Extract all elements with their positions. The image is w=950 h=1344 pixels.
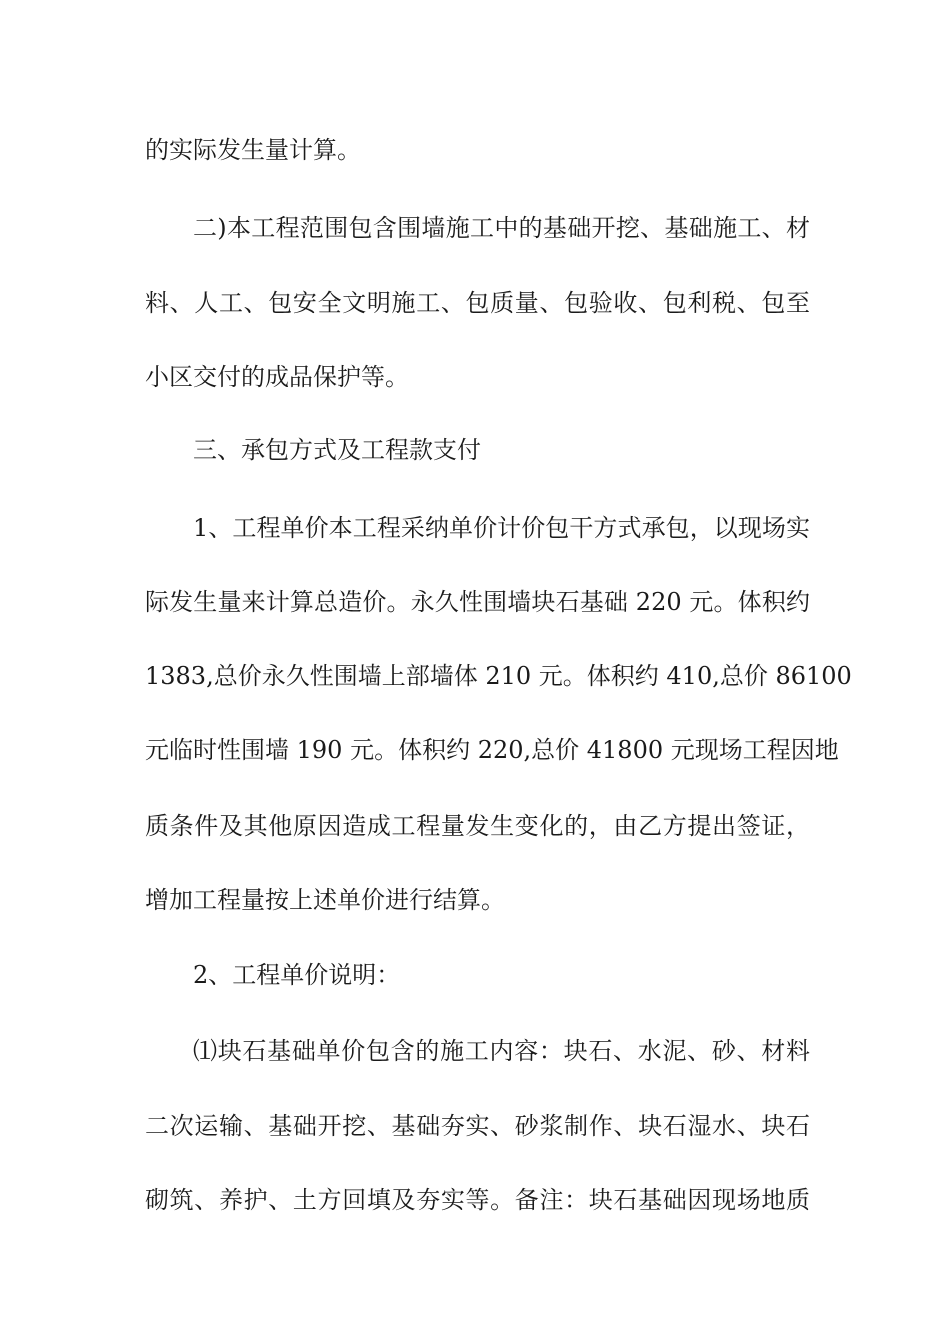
paragraph-line: 砌筑、养护、土方回填及夯实等。备注：块石基础因现场地质 (145, 1186, 810, 1214)
paragraph-line: 料、人工、包安全文明施工、包质量、包验收、包利税、包至 (145, 289, 810, 317)
paragraph-line: 1383,总价永久性围墙上部墙体 210 元。体积约 410,总价 86100 (145, 662, 852, 690)
paragraph-line: 际发生量来计算总造价。永久性围墙块石基础 220 元。体积约 (145, 588, 810, 616)
paragraph-line: 增加工程量按上述单价进行结算。 (145, 886, 505, 914)
paragraph-line: 元临时性围墙 190 元。体积约 220,总价 41800 元现场工程因地 (145, 736, 839, 764)
paragraph-line: 2、工程单价说明： (193, 961, 401, 989)
paragraph-line: 的实际发生量计算。 (145, 136, 361, 164)
paragraph-line: 质条件及其他原因造成工程量发生变化的，由乙方提出签证， (145, 812, 810, 840)
section-heading: 三、承包方式及工程款支付 (193, 436, 481, 464)
paragraph-line: 二次运输、基础开挖、基础夯实、砂浆制作、块石湿水、块石 (145, 1112, 810, 1140)
paragraph-line: 小区交付的成品保护等。 (145, 363, 409, 391)
paragraph-line: ⑴块石基础单价包含的施工内容：块石、水泥、砂、材料 (193, 1037, 810, 1065)
paragraph-line: 1、工程单价本工程采纳单价计价包干方式承包，以现场实 (193, 514, 810, 542)
paragraph-line: 二)本工程范围包含围墙施工中的基础开挖、基础施工、材 (193, 214, 810, 242)
